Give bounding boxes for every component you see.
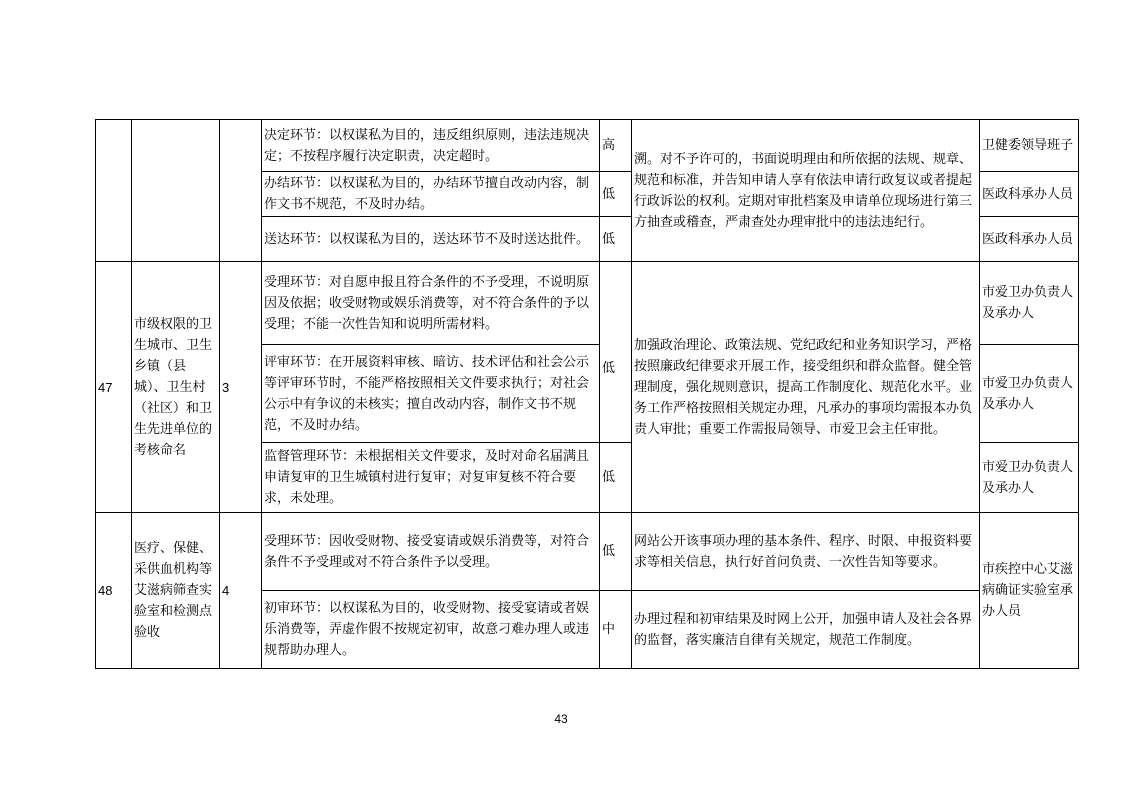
risk-level-cell: 低 — [600, 513, 632, 591]
risk-description-cell: 评审环节：在开展资料审核、暗访、技术评估和社会公示等评审环节时，不能严格按照相关文件要求执行；对社会公示中有争议的未核实；擅自改动内容，制作文书不规范，不及时办结。 — [262, 345, 600, 443]
step-count-cell: 4 — [220, 513, 262, 669]
risk-control-table — [95, 119, 1079, 669]
risk-level-cell: 低 — [600, 172, 632, 217]
risk-level-cell: 中 — [600, 591, 632, 669]
item-name-cell: 医疗、保健、采供血机构等艾滋病筛查实验室和检测点验收 — [132, 513, 220, 669]
control-measures-cell: 办理过程和初审结果及时网上公开，加强申请人及社会各界的监督，落实廉洁自律有关规定，规范工作制度。 — [632, 591, 980, 669]
risk-level-cell: 低 — [600, 262, 632, 443]
control-measures-cell: 加强政治理论、政策法规、党纪政纪和业务知识学习，严格按照廉政纪律要求开展工作，接受组织和群众监督。健全管理制度，强化规则意识，提高工作制度化、规范化水平。业务工作严格按照相关规定办理，凡承办的事项均需报本办负责人审批；重要工作需报局领导、市爱卫会主任审批。 — [632, 262, 980, 513]
table-row — [96, 120, 1079, 172]
control-measures-cell: 网站公开该事项办理的基本条件、程序、时限、申报资料要求等相关信息，执行好首问负责、一次性告知等要求。 — [632, 513, 980, 591]
risk-description-cell: 初审环节：以权谋私为目的，收受财物、接受宴请或者娱乐消费等，弄虚作假不按规定初审，故意刁难办理人或违规帮助办理人。 — [262, 591, 600, 669]
table-row — [96, 262, 1079, 345]
responsible-party-cell: 市爱卫办负责人及承办人 — [980, 443, 1079, 513]
risk-level-cell: 低 — [600, 443, 632, 513]
page-number: 43 — [554, 712, 568, 726]
risk-level-cell: 高 — [600, 120, 632, 172]
risk-description-cell: 决定环节：以权谋私为目的，违反组织原则，违法违规决定；不按程序履行决定职责，决定超时。 — [262, 120, 600, 172]
risk-description-cell: 受理环节：因收受财物、接受宴请或娱乐消费等，对符合条件不予受理或对不符合条件予以受理。 — [262, 513, 600, 591]
responsible-party-cell: 卫健委领导班子 — [980, 120, 1079, 172]
step-count-cell: 3 — [220, 262, 262, 513]
item-number-cell: 48 — [96, 513, 132, 669]
responsible-party-cell: 医政科承办人员 — [980, 217, 1079, 262]
table-row — [96, 513, 1079, 591]
item-name-cell: 市级权限的卫生城市、卫生乡镇（县城）、卫生村（社区）和卫生先进单位的考核命名 — [132, 262, 220, 513]
responsible-party-cell: 市疾控中心艾滋病确证实验室承办人员 — [980, 513, 1079, 669]
risk-description-cell: 受理环节：对自愿申报且符合条件的不予受理，不说明原因及依据；收受财物或娱乐消费等，对不符合条件的予以受理；不能一次性告知和说明所需材料。 — [262, 262, 600, 345]
responsible-party-cell: 医政科承办人员 — [980, 172, 1079, 217]
risk-description-cell: 监督管理环节：未根据相关文件要求，及时对命名届满且申请复审的卫生城镇村进行复审；对复审复核不符合要求，未处理。 — [262, 443, 600, 513]
step-count-cell — [220, 120, 262, 262]
risk-level-cell: 低 — [600, 217, 632, 262]
control-measures-cell: 溯。对不予许可的，书面说明理由和所依据的法规、规章、规范和标准，并告知申请人享有依法申请行政复议或者提起行政诉讼的权利。定期对审批档案及申请单位现场进行第三方抽查或稽查，严肃查处办理审批中的违法违纪行。 — [632, 120, 980, 262]
risk-description-cell: 送达环节：以权谋私为目的，送达环节不及时送达批件。 — [262, 217, 600, 262]
responsible-party-cell: 市爱卫办负责人及承办人 — [980, 262, 1079, 345]
item-number-cell: 47 — [96, 262, 132, 513]
item-number-cell — [96, 120, 132, 262]
item-name-cell — [132, 120, 220, 262]
responsible-party-cell: 市爱卫办负责人及承办人 — [980, 345, 1079, 443]
risk-description-cell: 办结环节：以权谋私为目的，办结环节擅自改动内容，制作文书不规范，不及时办结。 — [262, 172, 600, 217]
